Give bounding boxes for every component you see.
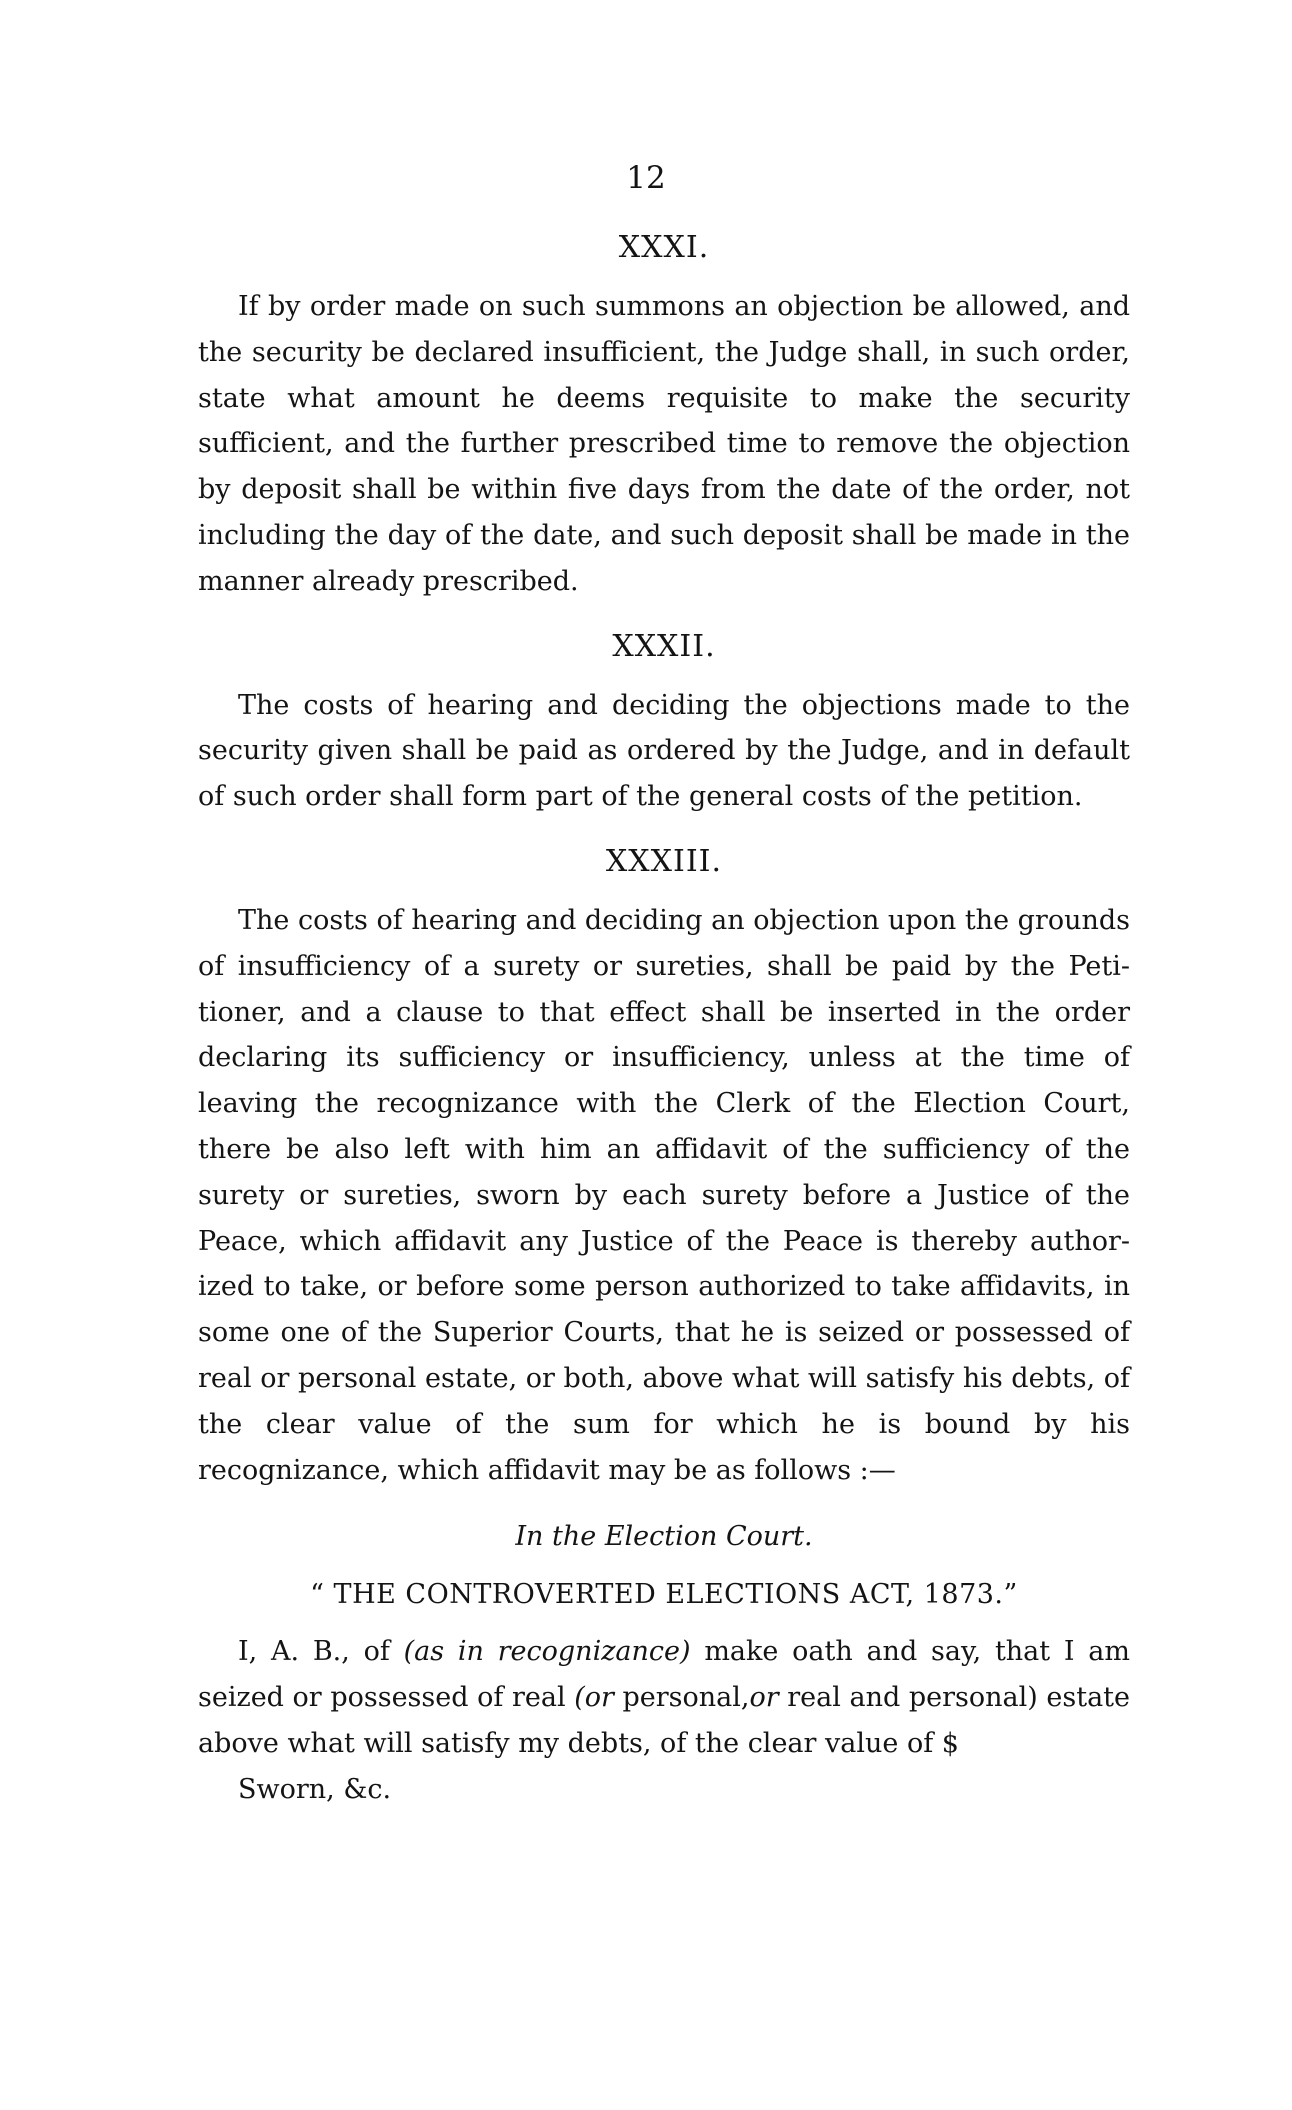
section-heading: XXXIII. — [605, 843, 723, 879]
oath-italic-part: (as in recognizance) — [403, 1636, 691, 1668]
section-paragraph: The costs of hearing and deciding the objections made to the security given shall be paid as ordered by the Judge, and in default of such order shall form part of the general costs of the petition. — [198, 689, 1130, 813]
oath-part: make oath and say, that I am seized or possessed of real — [198, 1636, 1131, 1714]
section-paragraph: The costs of hearing and deciding an objection upon the grounds of insufficiency of a surety or sureties, shall be paid by the Peti-tioner, and a clause to that effect shall be inserted in the order declaring its sufficiency or insufficiency, unless at the time of leaving the recognizance with the Clerk of the Election Court, there be also left with him an affidavit of the sufficiency of the surety or sureties, sworn by each surety before a Justice of the Peace, which affidavit any Justice of the Peace is thereby author-ized to take, or before some person authorized to take affidavits, in some one of the Superior Courts, that he is seized or possessed of real or personal estate, or both, above what will satisfy his debts, of the clear value of the sum for which he is bound by his recognizance, which affidavit may be as follows :— — [198, 904, 1130, 1486]
oath-part: personal, — [613, 1682, 750, 1714]
form-sworn-line: Sworn, &c. — [238, 1773, 392, 1805]
oath-italic-part: (or — [574, 1682, 614, 1714]
oath-part: I, A. B., of — [238, 1636, 404, 1668]
section-xxxiii — [198, 842, 1130, 1493]
page-body — [198, 228, 1130, 1813]
section-heading: XXXI. — [618, 230, 710, 265]
section-heading: XXXII. — [612, 628, 716, 664]
affidavit-form — [198, 1515, 1130, 1812]
page-number: 12 — [626, 160, 666, 196]
section-paragraph: If by order made on such summons an objection be allowed, and the security be declared insufficient, the Judge shall, in such order, state what amount he deems requisite to make the security sufficient, and the further prescribed time to remove the objection by deposit shall be within five days from the date of the order, not including the day of the date, and such deposit shall be made in the manner already prescribed. — [198, 291, 1130, 597]
form-act-title: “ THE CONTROVERTED ELECTIONS ACT, 1873.” — [310, 1579, 1018, 1611]
section-xxxii — [198, 627, 1130, 820]
form-court-caption: In the Election Court. — [515, 1521, 813, 1553]
oath-italic-part: or — [749, 1682, 779, 1714]
form-oath-text — [198, 1629, 1130, 1766]
section-xxxi — [198, 228, 1130, 605]
oath-part: real and personal) estate above what will satisfy my debts, of the clear value of $ — [198, 1682, 1130, 1759]
